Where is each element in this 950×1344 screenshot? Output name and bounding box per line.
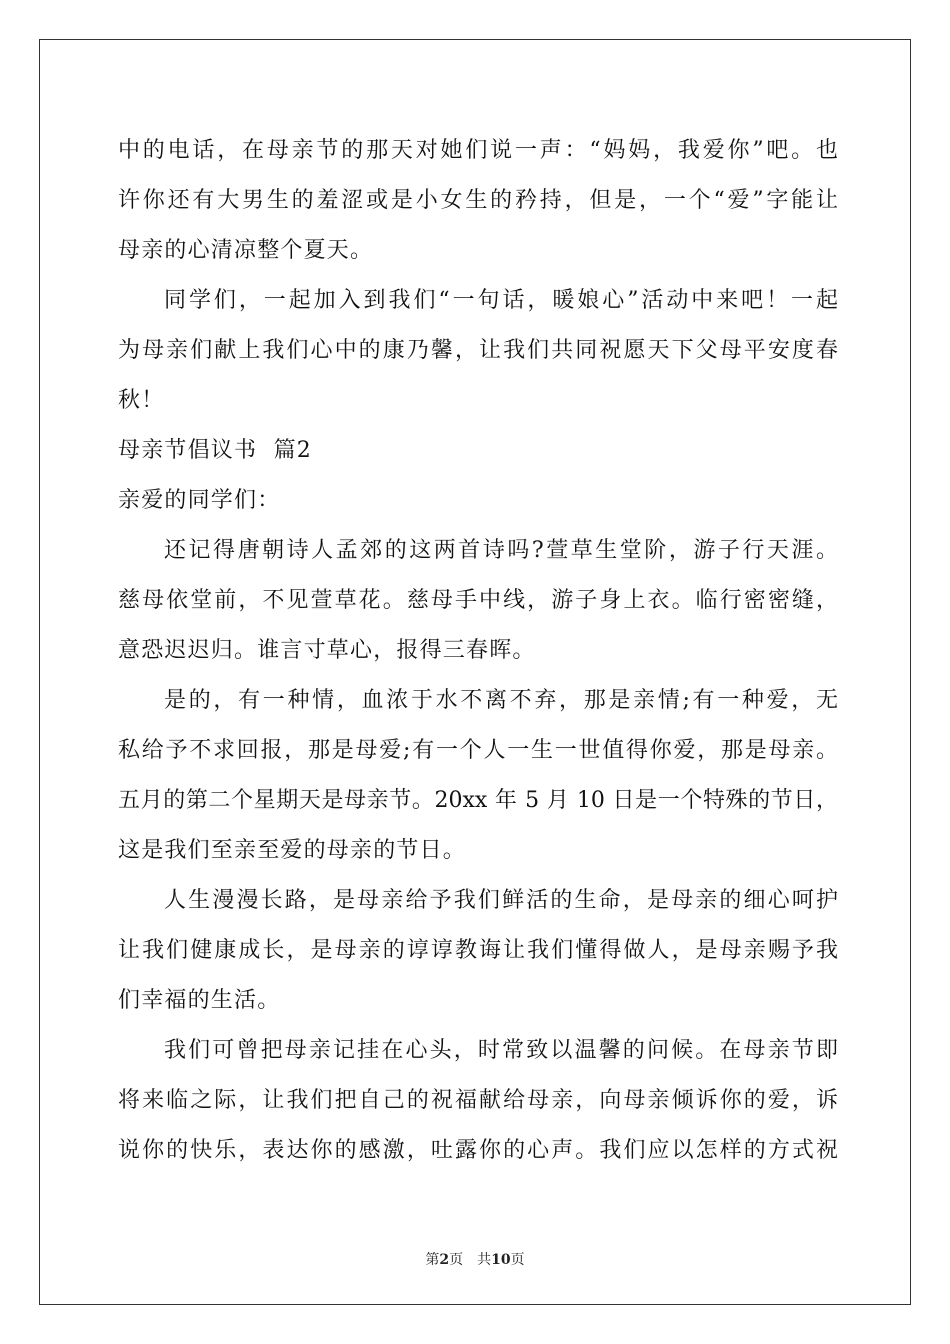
- text-line: 许你还有大男生的羞涩或是小女生的矜持，但是，一个“爱”字能让: [118, 188, 838, 213]
- text-line: 意恐迟迟归。谁言寸草心，报得三春晖。: [118, 638, 536, 663]
- text-line: 让我们健康成长，是母亲的谆谆教诲让我们懂得做人，是母亲赐予我: [118, 938, 838, 963]
- text-line: 我们可曾把母亲记挂在心头，时常致以温馨的问候。在母亲节即: [164, 1038, 838, 1063]
- text-line: 人生漫漫长路，是母亲给予我们鲜活的生命，是母亲的细心呵护: [164, 888, 838, 913]
- text-line: 将来临之际，让我们把自己的祝福献给母亲，向母亲倾诉你的爱，诉: [118, 1088, 838, 1113]
- text-line: 中的电话，在母亲节的那天对她们说一声：“妈妈，我爱你”吧。也: [118, 138, 838, 163]
- text-line: 为母亲们献上我们心中的康乃馨，让我们共同祝愿天下父母平安度春: [118, 338, 838, 363]
- total-suffix: 页: [510, 1252, 525, 1268]
- text-line: 私给予不求回报，那是母爱;有一个人一生一世值得你爱，那是母亲。: [118, 738, 838, 763]
- page-suffix: 页: [449, 1252, 464, 1268]
- text-line: 这是我们至亲至爱的母亲的节日。: [118, 838, 467, 863]
- salutation: 亲爱的同学们：: [118, 488, 281, 513]
- total-pages: 10: [491, 1252, 511, 1268]
- text-line: 母亲的心清凉整个夏天。: [118, 238, 374, 263]
- text-line: 慈母依堂前，不见萱草花。慈母手中线，游子身上衣。临行密密缝，: [118, 588, 838, 613]
- total-prefix: 共: [477, 1252, 492, 1268]
- document-body: [118, 126, 838, 1176]
- page-footer: [0, 1249, 950, 1269]
- section-heading: 母亲节倡议书 篇2: [118, 438, 312, 463]
- text-line: 们幸福的生活。: [118, 988, 281, 1013]
- text-line: 五月的第二个星期天是母亲节。20xx 年 5 月 10 日是一个特殊的节日，: [118, 788, 838, 813]
- text-line: 说你的快乐，表达你的感激，吐露你的心声。我们应以怎样的方式祝: [118, 1138, 838, 1163]
- page-prefix: 第: [425, 1252, 440, 1268]
- text-line: 秋！: [118, 388, 165, 413]
- page-number: 2: [439, 1252, 450, 1268]
- text-line: 同学们，一起加入到我们“一句话，暖娘心”活动中来吧！一起: [164, 288, 838, 313]
- text-line: 是的，有一种情，血浓于水不离不弃，那是亲情;有一种爱，无: [164, 688, 838, 713]
- text-line: 还记得唐朝诗人孟郊的这两首诗吗?萱草生堂阶，游子行天涯。: [164, 538, 838, 563]
